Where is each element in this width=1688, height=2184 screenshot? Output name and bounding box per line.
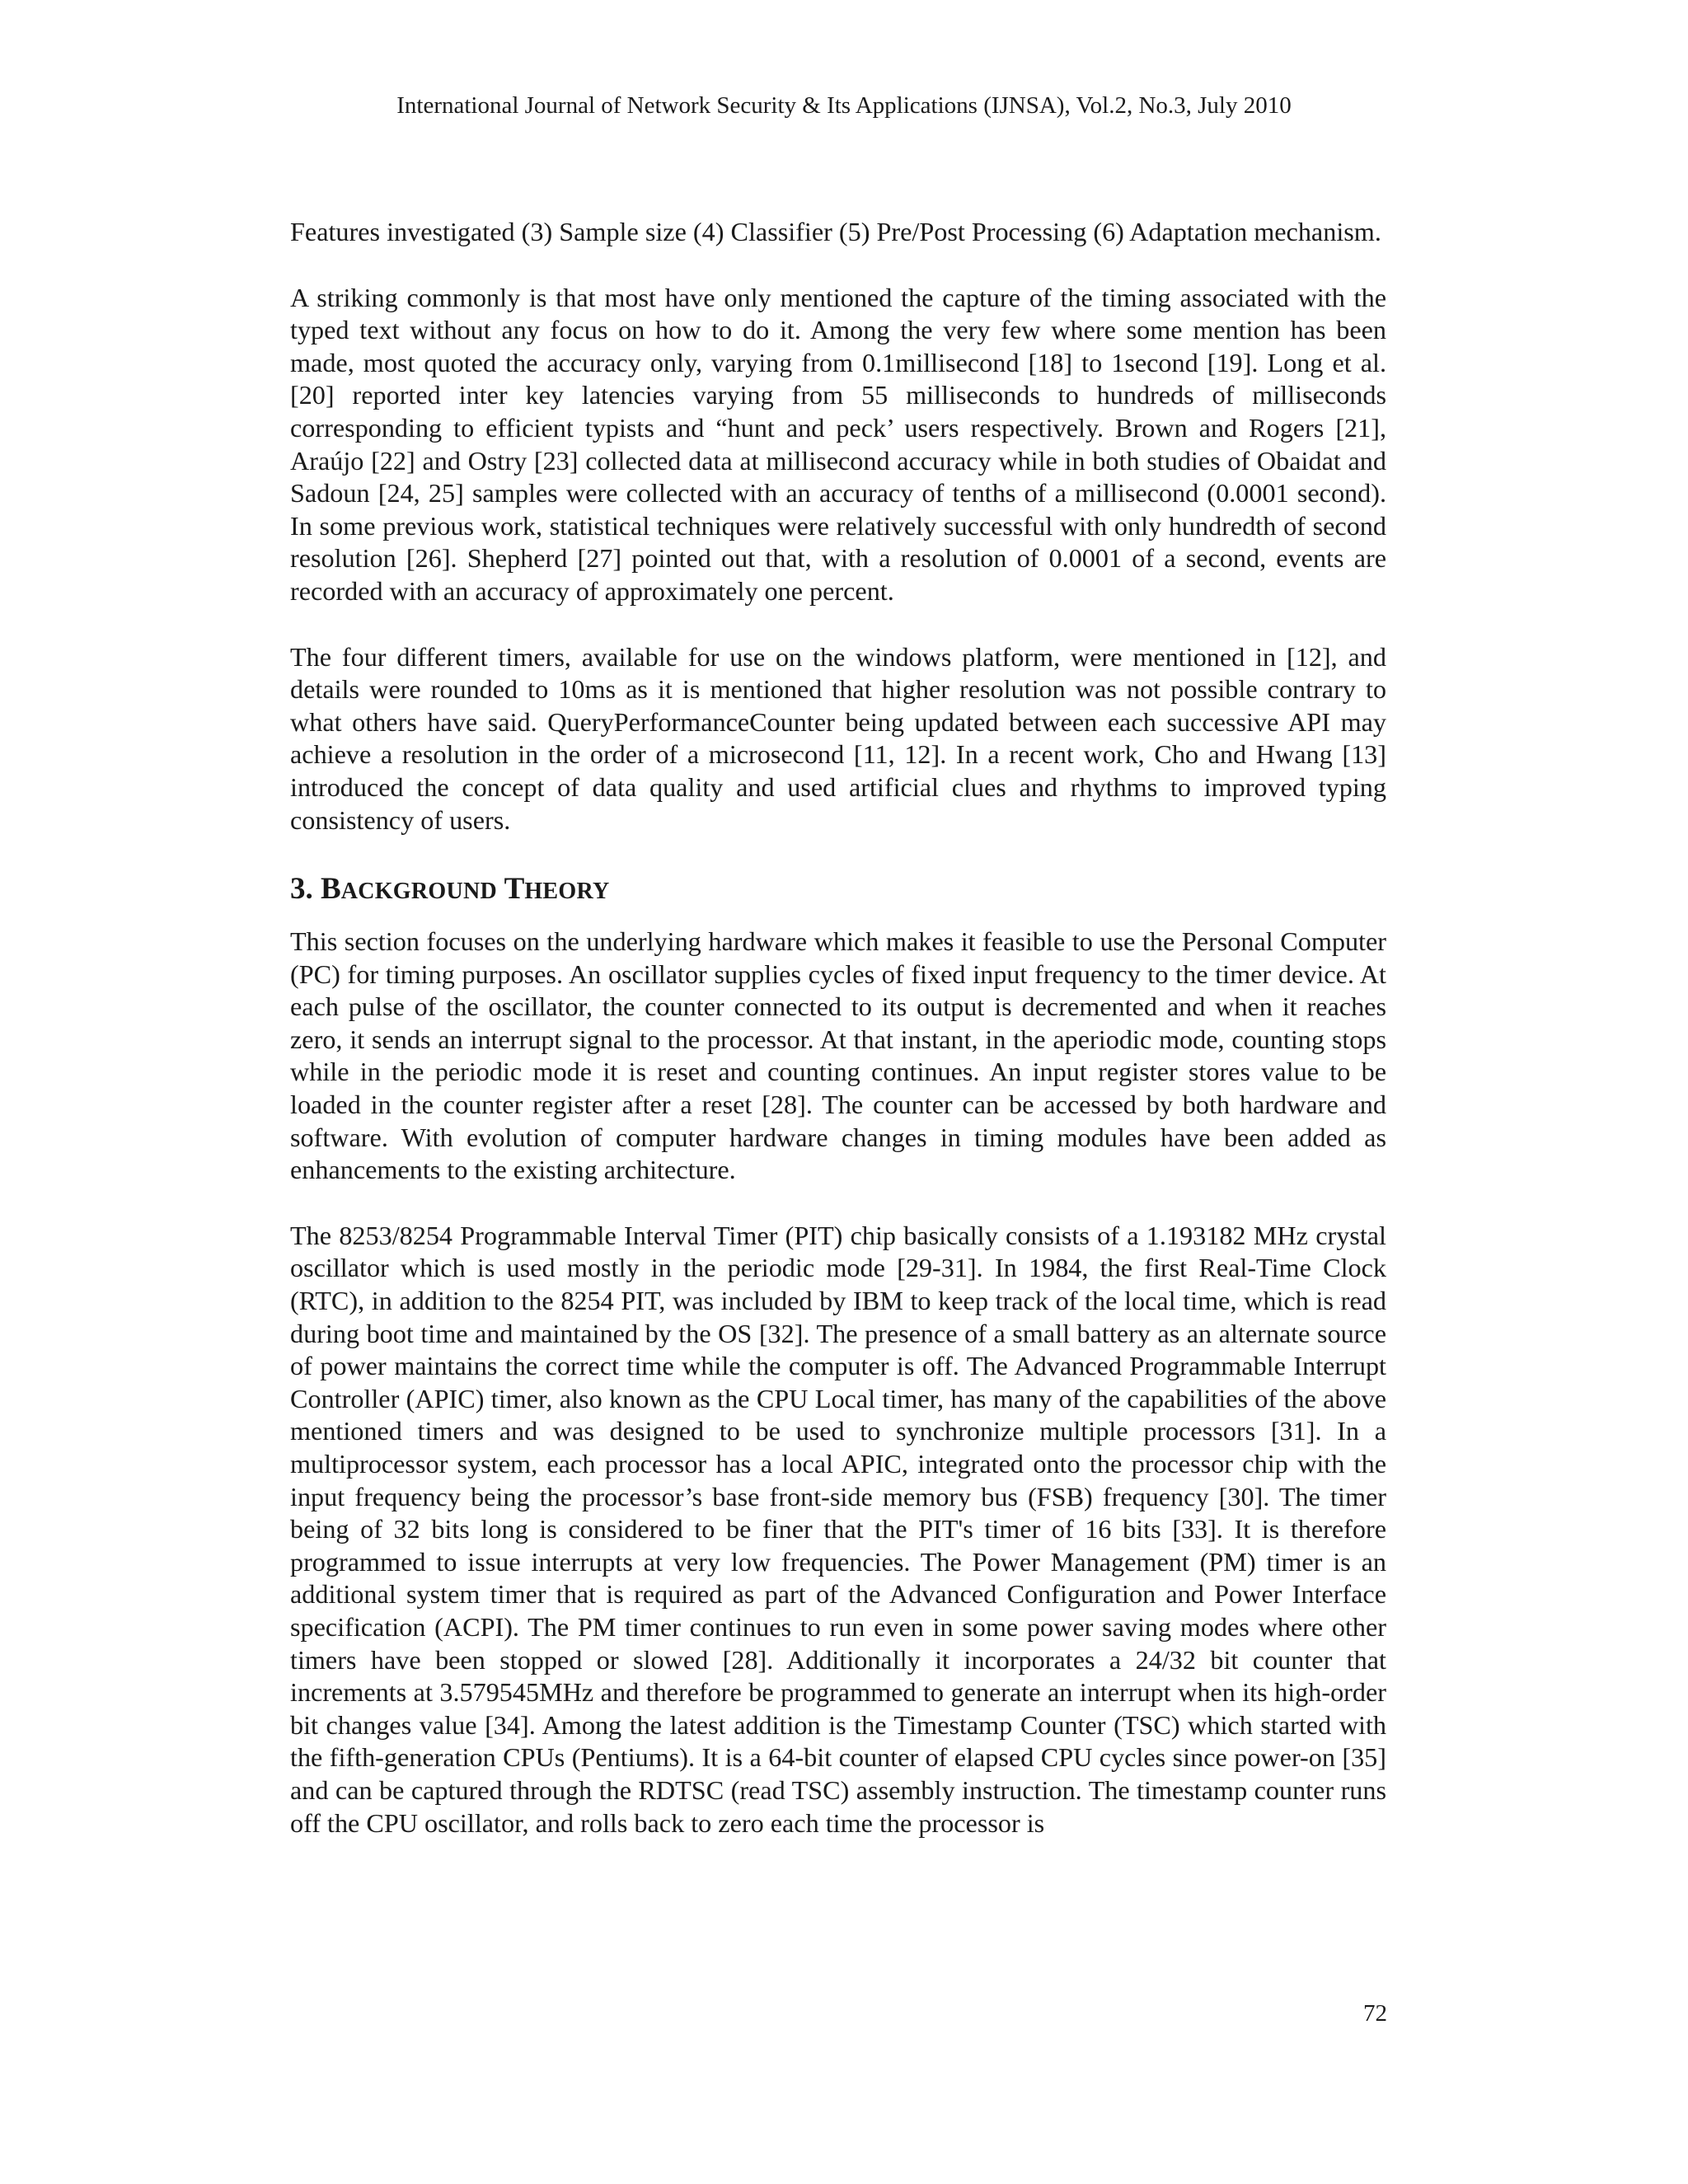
section-title-b-rest: ACKGROUND bbox=[340, 879, 498, 905]
paragraph-timing-accuracy: A striking commonly is that most have only mentioned the capture of the timing associated with the typed text without any focus on how to do it. Among the very few where some mention has been made, most quoted the accuracy only, varying from 0.1millisecond [18] to 1second [19]. Long et al. [20] reported inter key latencies varying from 55 milliseconds to hundreds of milliseconds corresponding to efficient typists and “hunt and peck’ users respectively. Brown and Rogers [21], Araújo [22] and Ostry [23] collected data at millisecond accuracy while in both studies of Obaidat and Sadoun [24, 25] samples were collected with an accuracy of tenths of a millisecond (0.0001 second). In some previous work, statistical techniques were relatively successful with only hundredth of second resolution [26]. Shepherd [27] pointed out that, with a resolution of 0.0001 of a second, events are recorded with an accuracy of approximately one percent. bbox=[290, 282, 1386, 606]
page-number: 72 bbox=[1363, 2000, 1387, 2027]
body-text bbox=[290, 216, 1386, 1872]
paragraph-timer-chips: The 8253/8254 Programmable Interval Timer (PIT) chip basically consists of a 1.193182 MHz crystal oscillator which is used mostly in the periodic mode [29-31]. In 1984, the first Real-Time Clock (RTC), in addition to the 8254 PIT, was included by IBM to keep track of the local time, which is read during boot time and maintained by the OS [32]. The presence of a small battery as an alternate source of power maintains the correct time while the computer is off. The Advanced Programmable Interrupt Controller (APIC) timer, also known as the CPU Local timer, has many of the capabilities of the above mentioned timers and was designed to be used to synchronize multiple processors [31]. In a multiprocessor system, each processor has a local APIC, integrated onto the processor chip with the input frequency being the processor’s base front-side memory bus (FSB) frequency [30]. The timer being of 32 bits long is considered to be finer that the PIT's timer of 16 bits [33]. It is therefore programmed to issue interrupts at very low frequencies. The Power Management (PM) timer is an additional system timer that is required as part of the Advanced Configuration and Power Interface specification (ACPI). The PM timer continues to run even in some power saving modes where other timers have been stopped or slowed [28]. Additionally it incorporates a 24/32 bit counter that increments at 3.579545MHz and therefore be programmed to generate an interrupt when its high-order bit changes value [34]. Among the latest addition is the Timestamp Counter (TSC) which started with the fifth-generation CPUs (Pentiums). It is a 64-bit counter of elapsed CPU cycles since power-on [35] and can be captured through the RDTSC (read TSC) assembly instruction. The timestamp counter runs off the CPU oscillator, and rolls back to zero each time the processor is bbox=[290, 1220, 1386, 1838]
section-heading-background-theory bbox=[290, 869, 1386, 912]
running-header: International Journal of Network Security & Its Applications (IJNSA), Vol.2, No.3, July 2010 bbox=[396, 92, 1292, 119]
paragraph-features-continued: Features investigated (3) Sample size (4) Classifier (5) Pre/Post Processing (6) Adaptation mechanism. bbox=[290, 217, 1381, 246]
paragraph-hardware-overview: This section focuses on the underlying hardware which makes it feasible to use the Personal Computer (PC) for timing purposes. An oscillator supplies cycles of fixed input frequency to the timer device. At each pulse of the oscillator, the counter connected to its output is decremented and when it reaches zero, it sends an interrupt signal to the processor. At that instant, in the aperiodic mode, counting stops while in the periodic mode it is reset and counting continues. An input register stores value to be loaded in the counter register after a reset [28]. The counter can be accessed by both hardware and software. With evolution of computer hardware changes in timing modules have been added as enhancements to the existing architecture. bbox=[290, 926, 1386, 1185]
section-number: 3. bbox=[290, 872, 313, 907]
section-title-t-initial: T bbox=[504, 872, 525, 907]
paragraph-windows-timers: The four different timers, available for use on the windows platform, were mentioned in [12], and details were rounded to 10ms as it is mentioned that higher resolution was not possible contrary to what others have said. QueryPerformanceCounter being updated between each successive API may achieve a resolution in the order of a microsecond [11, 12]. In a recent work, Cho and Hwang [13] introduced the concept of data quality and used artificial clues and rhythms to improved typing consistency of users. bbox=[290, 641, 1386, 835]
section-title-t-rest: HEORY bbox=[524, 879, 610, 905]
section-title-b-initial: B bbox=[321, 872, 341, 907]
